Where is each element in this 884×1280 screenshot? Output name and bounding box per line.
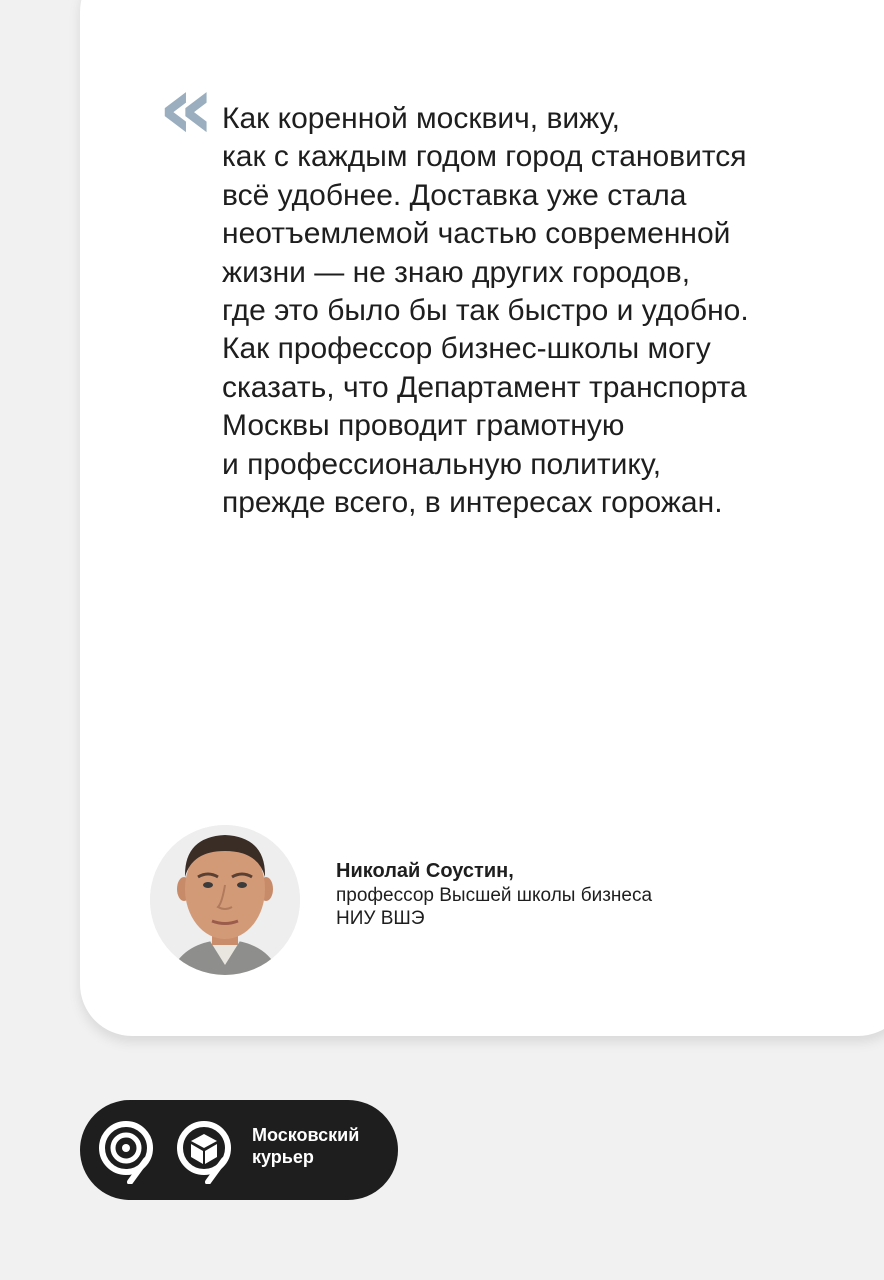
moscow-transport-logo-icon: [96, 1120, 160, 1184]
logo-line2: курьер: [252, 1147, 314, 1167]
quote-line: как с каждым годом город становится: [222, 140, 747, 174]
quote-line: и профессиональную политику,: [222, 447, 662, 481]
quote-line: сказать, что Департамент транспорта: [222, 370, 747, 404]
quote-line: где это было бы так быстро и удобно.: [222, 294, 749, 328]
courier-box-pin-icon: [174, 1120, 238, 1184]
quote-line: Как профессор бизнес-школы могу: [222, 332, 711, 366]
quote-line: Москвы проводит грамотную: [222, 409, 625, 443]
quote-line: прежде всего, в интересах горожан.: [222, 486, 723, 520]
author-organization: НИУ ВШЭ: [336, 908, 425, 929]
quote-text: [222, 100, 842, 522]
quote-line: неотъемлемой частью современной: [222, 217, 731, 251]
author-photo: [150, 825, 300, 975]
logo-badge: [80, 1100, 398, 1200]
quote-line: всё удобнее. Доставка уже стала: [222, 178, 687, 212]
quote-line: жизни — не знаю других городов,: [222, 255, 691, 289]
quote-line: Как коренной москвич, вижу,: [222, 102, 620, 135]
author-role: профессор Высшей школы бизнеса: [336, 885, 653, 906]
author-avatar: [150, 825, 300, 975]
logo-text: [252, 1124, 359, 1168]
quote-mark-icon: «: [158, 56, 215, 159]
logo-line1: Московский: [252, 1125, 360, 1145]
author-name: Николай Соустин,: [336, 860, 514, 882]
author-caption: [336, 858, 652, 930]
